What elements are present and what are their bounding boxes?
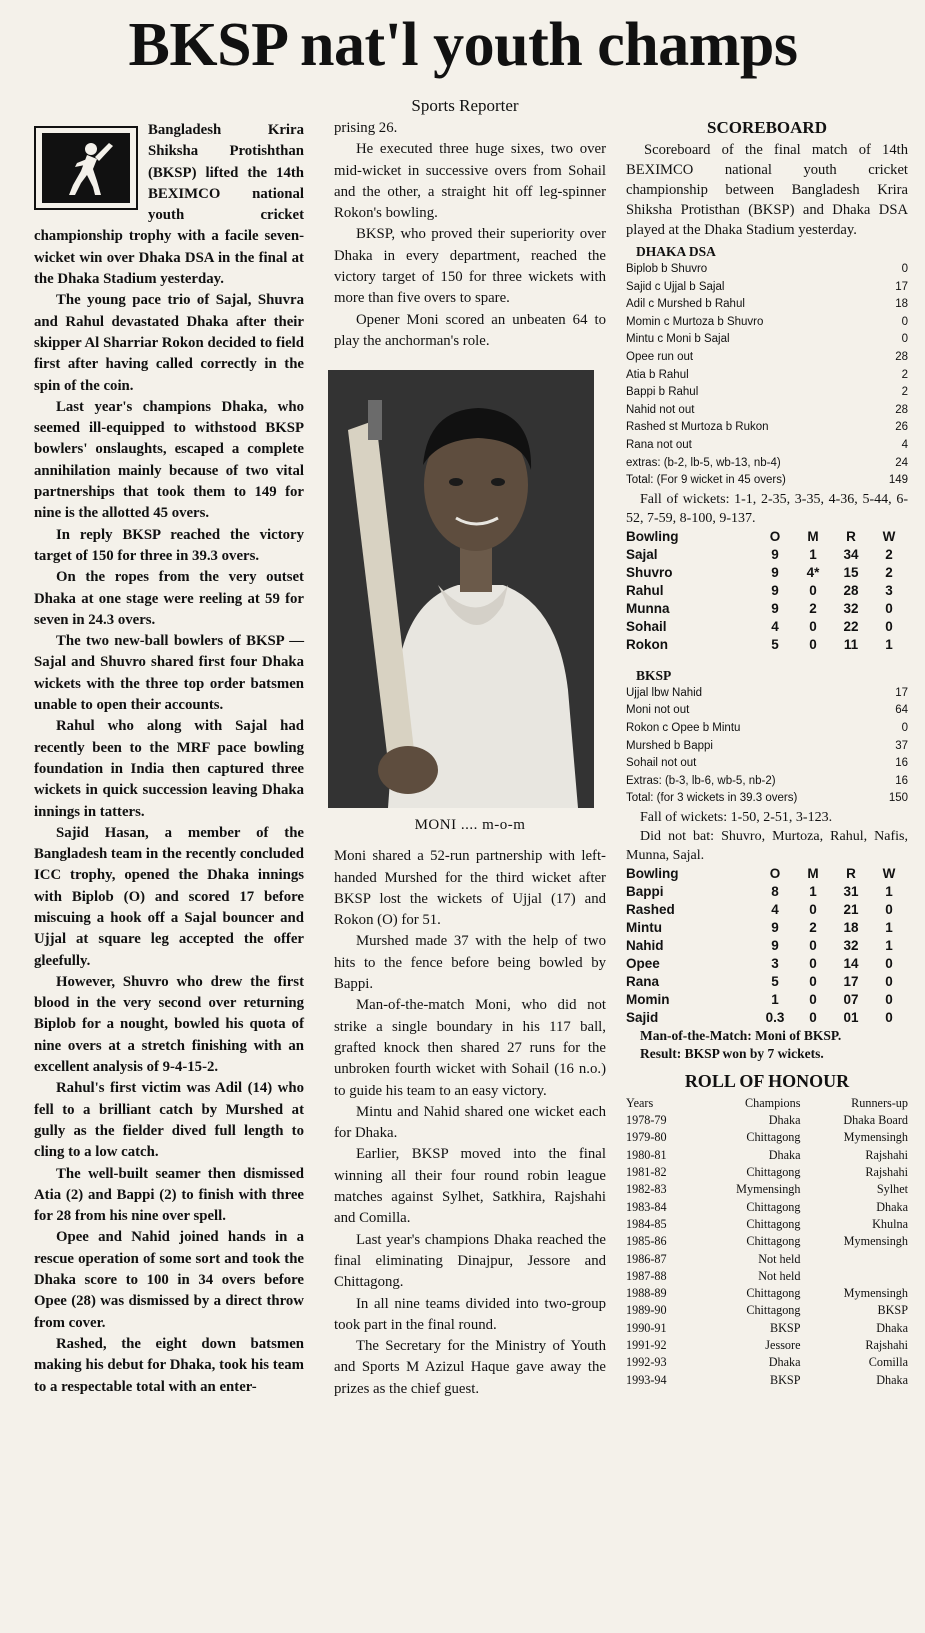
bowling-row — [626, 901, 908, 919]
bowling-figure: 1 — [885, 636, 893, 652]
champion: Chittagong — [746, 1234, 801, 1249]
bowling-figure: 0 — [809, 1009, 817, 1025]
bowling-row — [626, 600, 908, 618]
batsman-entry: Bappi b Rahul — [626, 386, 699, 399]
story-paragraph: Last year's champions Dhaka, who seemed ill-equipped to withstood BKSP bowlers' onslaughts, escaped a complete annihilation mainly because of two vital partnerships that took them to 149 for nine is the allotted 45 overs. — [34, 398, 304, 522]
champion: Jessore — [765, 1338, 801, 1353]
roll-row — [626, 1181, 908, 1198]
bowling-row — [626, 546, 908, 564]
runs: 0 — [901, 721, 908, 734]
roll-of-honour-table — [626, 1095, 908, 1389]
bowling-row — [626, 991, 908, 1009]
champion: Chittagong — [746, 1286, 801, 1301]
batting-row — [626, 437, 908, 455]
season: 1986-87 — [626, 1251, 667, 1266]
champion: Dhaka — [768, 1113, 801, 1128]
story-paragraph: The two new-ball bowlers of BKSP — Sajal and Shuvro shared first four Dhaka wickets with the three top order batsmen unable to open their accounts. — [34, 633, 304, 714]
season: 1984-85 — [626, 1216, 667, 1231]
story-paragraph: On the ropes from the very outset Dhaka at one stage were reeling at 59 for seven in 24.3 overs. — [34, 569, 304, 628]
champion: Champions — [744, 1095, 801, 1110]
bowling-figure: 34 — [843, 546, 859, 562]
story-paragraph: prising 26. — [334, 120, 398, 136]
story-paragraph: Moni shared a 52-run partnership with left-handed Murshed for the third wicket after BKSP lost the wickets of Ujjal (17) and Rokon (O) for 51. — [334, 848, 606, 929]
story-paragraph: Last year's champions Dhaka reached the final eliminating Dinajpur, Jessore and Chittagong. — [334, 1231, 606, 1291]
bowling-figure: 3 — [771, 955, 779, 971]
season: 1983-84 — [626, 1199, 667, 1214]
bowling-figure: 0 — [885, 618, 893, 634]
batting-row — [626, 296, 908, 314]
champion: Chittagong — [746, 1216, 801, 1231]
bowling-figure: 4 — [771, 618, 779, 634]
scoreboard-intro: Scoreboard of the final match of 14th BEXIMCO national youth cricket championship between Bangladesh Krira Shiksha Protisthan (BKSP) and Dhaka DSA played at the Dhaka Stadium yesterday. — [626, 142, 908, 238]
batsman-entry: Moni not out — [626, 704, 690, 717]
runner-up: Rajshahi — [865, 1338, 908, 1353]
scoreboard-column — [626, 118, 908, 1389]
runner-up: Dhaka — [876, 1320, 908, 1335]
bowler-name: Nahid — [626, 937, 664, 953]
dhaka-fall-of-wickets: Fall of wickets: 1-1, 2-35, 3-35, 4-36, 5-44, 6-52, 7-59, 8-100, 9-137. — [626, 491, 908, 526]
bowling-figure: 2 — [885, 564, 893, 580]
bowling-figure: 9 — [771, 937, 779, 953]
runs: 37 — [895, 739, 908, 752]
bowling-figure: 28 — [843, 582, 859, 598]
story-paragraph: Earlier, BKSP moved into the final winning all their four round robin league matches against Sylhet, Satkhira, Rajshahi and Comilla. — [334, 1146, 606, 1227]
bksp-fall-of-wickets: Fall of wickets: 1-50, 2-51, 3-123. — [640, 809, 833, 825]
batsman-entry: Opee run out — [626, 350, 694, 363]
story-paragraph: However, Shuvro who drew the first blood in the very second over returning Biplob for a nought, bowled his quota of nine overs at a stretch finishing with an excellent analysis of 9-4-15-2. — [34, 973, 304, 1076]
man-of-the-match: Man-of-the-Match: Moni of BKSP. — [640, 1027, 842, 1043]
champion: Chittagong — [746, 1199, 801, 1214]
bowling-figure: W — [882, 528, 896, 544]
bowling-figure: 0 — [885, 955, 893, 971]
bowling-figure: 1 — [809, 883, 817, 899]
roll-row — [626, 1337, 908, 1354]
bowling-figure: R — [846, 865, 856, 881]
season: 1979-80 — [626, 1130, 667, 1145]
bksp-bowling-table — [626, 528, 908, 654]
roll-row — [626, 1320, 908, 1337]
headline: BKSP nat'l youth champs — [128, 11, 798, 79]
photo-caption: MONI .... m-o-m — [414, 817, 526, 834]
cricket-batsman-logo-icon — [34, 126, 138, 210]
bowling-figure: 9 — [771, 546, 779, 562]
season: Years — [626, 1095, 654, 1110]
runs: 24 — [895, 456, 908, 469]
story-paragraph: BKSP, who proved their superiority over Dhaka in every department, reached the victory target of 150 for three wickets with more than five overs to spare. — [334, 226, 606, 307]
runs: 17 — [895, 280, 908, 293]
bowling-row — [626, 618, 908, 636]
bowling-figure: 32 — [843, 937, 859, 953]
bowler-name: Momin — [626, 991, 670, 1007]
season: 1991-92 — [626, 1338, 667, 1353]
runner-up: Mymensingh — [843, 1286, 908, 1301]
dhaka-bowling-table — [626, 865, 908, 1027]
champion: Chittagong — [746, 1303, 801, 1318]
batting-row — [626, 685, 908, 703]
season: 1992-93 — [626, 1355, 667, 1370]
runs: 150 — [888, 792, 908, 805]
bowling-figure: 0 — [809, 901, 817, 917]
bowling-figure: 2 — [885, 546, 893, 562]
runs: 28 — [895, 350, 908, 363]
runs: 0 — [901, 263, 908, 275]
roll-row — [626, 1129, 908, 1146]
batting-row — [626, 773, 908, 791]
story-paragraph: In reply BKSP reached the victory target of 150 for three in 39.3 overs. — [34, 526, 304, 564]
bowling-figure: 1 — [771, 991, 779, 1007]
story-column-1 — [34, 120, 304, 1398]
champion: Dhaka — [768, 1147, 801, 1162]
story-column-2 — [334, 118, 606, 1400]
bowling-figure: 0 — [885, 1009, 893, 1025]
bowling-figure: 11 — [843, 636, 859, 652]
bowling-row — [626, 919, 908, 937]
runs: 64 — [895, 704, 908, 717]
story-paragraph: The Secretary for the Ministry of Youth and Sports M Azizul Haque gave away the prizes as the chief guest. — [334, 1338, 606, 1397]
bowler-name: Rokon — [626, 636, 668, 652]
runs: 16 — [895, 757, 908, 770]
story-paragraph: Man-of-the-match Moni, who did not strike a single boundary in his 117 ball, grafted knock then shared 27 runs for the unbroken fourth wicket with Sohail (16 n.o.) to guide his team to an easy victory. — [334, 997, 606, 1099]
runner-up: Khulna — [872, 1216, 908, 1231]
bowling-header-row — [626, 865, 908, 883]
roll-row — [626, 1268, 908, 1285]
story-paragraph: Bangladesh Krira Shiksha Protishthan (BKSP) lifted the 14th BEXIMCO national youth cricket championship trophy with a facile seven-wicket win over Dhaka DSA in the final at the Dhaka Stadium yesterday. — [34, 122, 304, 288]
bowling-figure: 0 — [809, 618, 817, 634]
bowling-figure: 21 — [843, 901, 859, 917]
batting-row — [626, 314, 908, 332]
batsman-entry: extras: (b-2, lb-5, wb-13, nb-4) — [626, 456, 781, 469]
bowling-figure: 18 — [843, 919, 859, 935]
bowling-figure: M — [807, 528, 819, 544]
runs: 0 — [901, 333, 908, 346]
champion: Chittagong — [746, 1130, 801, 1145]
champion: Dhaka — [768, 1355, 801, 1370]
bowling-header-row — [626, 528, 908, 546]
batting-row — [626, 790, 908, 808]
bowling-figure: 01 — [843, 1009, 859, 1025]
bowling-figure: 4 — [771, 901, 779, 917]
bowling-figure: 0 — [809, 582, 817, 598]
bowling-figure: 0 — [809, 955, 817, 971]
champion: Chittagong — [746, 1165, 801, 1180]
runner-up: Runners-up — [851, 1095, 908, 1110]
champion: Not held — [758, 1251, 801, 1266]
roll-of-honour-title: ROLL OF HONOUR — [684, 1070, 850, 1091]
season: 1988-89 — [626, 1286, 667, 1301]
roll-row — [626, 1147, 908, 1164]
bowler-name: Sajid — [626, 1009, 659, 1025]
champion: Not held — [758, 1268, 801, 1283]
bowling-figure: 5 — [771, 973, 779, 989]
story-paragraph: Rahul who along with Sajal had recently been to the MRF pace bowling foundation in India then captured three wickets in quick succession leaving Dhaka innings in tatters. — [34, 718, 304, 820]
batsman-entry: Rashed st Murtoza b Rukon — [626, 421, 769, 434]
batsman-entry: Sohail not out — [626, 757, 697, 770]
batsman-entry: Atia b Rahul — [626, 368, 689, 381]
bowler-name: Opee — [626, 955, 660, 971]
batsman-entry: Total: (For 9 wicket in 45 overs) — [626, 474, 786, 487]
runner-up: Dhaka — [876, 1372, 908, 1387]
bowling-figure: 1 — [885, 883, 893, 899]
bowling-figure: 9 — [771, 919, 779, 935]
season: 1982-83 — [626, 1182, 667, 1197]
bowler-name: Rahul — [626, 582, 664, 598]
bowler-name: Rashed — [626, 901, 675, 917]
bowler-name: Bowling — [626, 528, 679, 544]
batting-row — [626, 455, 908, 473]
bowling-figure: 0 — [885, 973, 893, 989]
batsman-entry: Murshed b Bappi — [626, 739, 713, 752]
roll-row — [626, 1251, 908, 1268]
bowling-figure: 9 — [771, 564, 779, 580]
bowling-figure: 0 — [885, 901, 893, 917]
bowler-name: Mintu — [626, 919, 662, 935]
batsman-entry: Rokon c Opee b Mintu — [626, 721, 741, 734]
runs: 18 — [895, 298, 908, 311]
season: 1980-81 — [626, 1147, 667, 1162]
bksp-batting-table — [626, 685, 908, 808]
champion: BKSP — [770, 1372, 801, 1387]
bowling-figure: 07 — [843, 991, 859, 1007]
roll-row — [626, 1233, 908, 1250]
bowling-figure: 1 — [885, 919, 893, 935]
bowling-row — [626, 1009, 908, 1027]
bowling-figure: 15 — [843, 564, 859, 580]
bowling-row — [626, 636, 908, 654]
story-paragraph: Rashed, the eight down batsmen making his debut for Dhaka, took his team to a respectable total with an enter- — [34, 1335, 304, 1395]
season: 1990-91 — [626, 1320, 667, 1335]
bowling-figure: 0 — [885, 600, 893, 616]
runner-up: Sylhet — [876, 1182, 908, 1197]
batsman-entry: Ujjal lbw Nahid — [626, 686, 703, 699]
scoreboard-title: SCOREBOARD — [707, 118, 827, 137]
season: 1978-79 — [626, 1113, 667, 1128]
bowling-figure: 14 — [843, 955, 859, 971]
story-paragraph: Mintu and Nahid shared one wicket each for Dhaka. — [334, 1103, 606, 1142]
runs: 2 — [901, 368, 908, 381]
bowling-figure: 0 — [809, 973, 817, 989]
batting-row — [626, 261, 908, 279]
bowling-figure: 17 — [843, 973, 859, 989]
runs: 4 — [901, 438, 908, 451]
batsman-entry: Adil c Murshed b Rahul — [626, 298, 745, 311]
batsman-entry: Momin c Murtoza b Shuvro — [626, 315, 764, 328]
dhaka-batting-table — [626, 261, 908, 490]
bowling-figure: 0 — [809, 636, 817, 652]
bowling-figure: O — [769, 865, 781, 881]
story-paragraph: Opener Moni scored an unbeaten 64 to play the anchorman's role. — [334, 311, 606, 349]
bowling-row — [626, 582, 908, 600]
bowling-figure: 1 — [885, 937, 893, 953]
bowling-figure: 9 — [771, 600, 779, 616]
story-paragraph: Sajid Hasan, a member of the Bangladesh team in the recently concluded ICC trophy, opened the Dhaka innings with Biplob (O) and scored 17 before miscuing a hook off a Sajal bouncer and Ujjal at square leg accepted the offer gleefully. — [34, 824, 304, 969]
champion: BKSP — [770, 1320, 801, 1335]
bowling-figure: 22 — [843, 618, 859, 634]
season: 1993-94 — [626, 1372, 667, 1387]
runner-up: Dhaka Board — [843, 1113, 908, 1128]
player-photo — [328, 370, 594, 808]
bowling-row — [626, 883, 908, 901]
runner-up: Rajshahi — [865, 1147, 908, 1162]
bowling-row — [626, 955, 908, 973]
batting-row — [626, 384, 908, 402]
bowling-figure: 2 — [809, 919, 817, 935]
runs: 16 — [895, 774, 908, 787]
runner-up: Dhaka — [876, 1199, 908, 1214]
runner-up — [801, 1268, 909, 1285]
story-paragraph: Murshed made 37 with the help of two hits to the fence before being bowled by Bappi. — [334, 933, 606, 993]
roll-row — [626, 1164, 908, 1181]
bowling-figure: W — [882, 865, 896, 881]
match-result: Result: BKSP won by 7 wickets. — [640, 1045, 824, 1061]
runs: 2 — [901, 386, 908, 399]
roll-row — [626, 1216, 908, 1233]
bowling-figure: O — [769, 528, 781, 544]
bowling-row — [626, 564, 908, 582]
season: 1989-90 — [626, 1303, 667, 1318]
roll-header-row — [626, 1095, 908, 1112]
roll-row — [626, 1372, 908, 1389]
roll-row — [626, 1199, 908, 1216]
batsman-entry: Rana not out — [626, 438, 692, 451]
story-paragraph: Opee and Nahid joined hands in a rescue operation of some sort and took the Dhaka score to 100 in 34 overs before Opee (28) was dismissed by a direct throw from cover. — [34, 1229, 304, 1331]
team-bksp-heading: BKSP — [636, 667, 672, 683]
batting-row — [626, 755, 908, 773]
roll-row — [626, 1285, 908, 1302]
bowler-name: Munna — [626, 600, 670, 616]
bowler-name: Sohail — [626, 618, 667, 634]
runner-up: Rajshahi — [865, 1165, 908, 1180]
batting-row — [626, 472, 908, 490]
batting-row — [626, 367, 908, 385]
bowler-name: Rana — [626, 973, 660, 989]
bowling-figure: M — [807, 865, 819, 881]
bowling-figure: 0.3 — [765, 1009, 785, 1025]
story-paragraph: In all nine teams divided into two-group took part in the final round. — [334, 1295, 606, 1333]
bowling-figure: 4* — [806, 564, 820, 580]
bowling-figure: 0 — [809, 937, 817, 953]
runs: 0 — [901, 315, 908, 328]
roll-row — [626, 1112, 908, 1129]
roll-row — [626, 1354, 908, 1371]
champion: Mymensingh — [736, 1182, 801, 1197]
runs: 26 — [895, 421, 908, 434]
batting-row — [626, 702, 908, 720]
story-paragraph: The young pace trio of Sajal, Shuvra and Rahul devastated Dhaka after their skipper Al Sharriar Rokon decided to field first after having called correctly in the spin of the coin. — [34, 292, 304, 394]
batting-row — [626, 331, 908, 349]
story-paragraph: Rahul's first victim was Adil (14) who fell to a brilliant catch by Murshed at gully as the fielder dived full length to cling to a low catch. — [34, 1080, 304, 1161]
batting-row — [626, 720, 908, 738]
batsman-entry: Extras: (b-3, lb-6, wb-5, nb-2) — [626, 774, 776, 787]
runs: 17 — [895, 686, 908, 699]
bowling-figure: 3 — [885, 582, 893, 598]
runs: 149 — [888, 474, 908, 487]
bowling-figure: 2 — [809, 600, 817, 616]
bowling-figure: 9 — [771, 582, 779, 598]
bowling-figure: 31 — [843, 883, 859, 899]
story-paragraph: He executed three huge sixes, two over mid-wicket in successive overs from Sohail and the other, a straight hit off leg-spinner Rokon's bowling. — [334, 141, 606, 222]
team-dhaka-heading: DHAKA DSA — [636, 244, 716, 259]
batting-row — [626, 402, 908, 420]
bowling-figure: 32 — [843, 600, 859, 616]
bowling-figure: R — [846, 528, 856, 544]
bowling-figure: 8 — [771, 883, 779, 899]
did-not-bat: Did not bat: Shuvro, Murtoza, Rahul, Nafis, Munna, Sajal. — [626, 828, 908, 863]
batting-row — [626, 349, 908, 367]
season: 1987-88 — [626, 1268, 667, 1283]
runner-up: Mymensingh — [843, 1234, 908, 1249]
bowler-name: Sajal — [626, 546, 658, 562]
bowler-name: Bowling — [626, 865, 679, 881]
runner-up: BKSP — [877, 1303, 908, 1318]
bowling-row — [626, 973, 908, 991]
bowling-figure: 0 — [885, 991, 893, 1007]
bowling-figure: 1 — [809, 546, 817, 562]
byline: Sports Reporter — [411, 96, 519, 115]
bowling-figure: 5 — [771, 636, 779, 652]
story-paragraph: The well-built seamer then dismissed Atia (2) and Bappi (2) to finish with three for 28 from his nine over spell. — [34, 1165, 304, 1225]
bowling-row — [626, 937, 908, 955]
batting-row — [626, 738, 908, 756]
runner-up: Comilla — [868, 1355, 908, 1370]
batsman-entry: Nahid not out — [626, 403, 695, 416]
batting-row — [626, 419, 908, 437]
roll-row — [626, 1302, 908, 1319]
batsman-entry: Total: (for 3 wickets in 39.3 overs) — [626, 792, 798, 805]
bowling-figure: 0 — [809, 991, 817, 1007]
bowler-name: Bappi — [626, 883, 664, 899]
batsman-entry: Mintu c Moni b Sajal — [626, 333, 730, 346]
batsman-entry: Biplob b Shuvro — [626, 263, 708, 275]
batting-row — [626, 279, 908, 297]
season: 1981-82 — [626, 1165, 667, 1180]
runner-up: Mymensingh — [843, 1130, 908, 1145]
batsman-entry: Sajid c Ujjal b Sajal — [626, 280, 725, 293]
runs: 28 — [895, 403, 908, 416]
season: 1985-86 — [626, 1234, 667, 1249]
bowler-name: Shuvro — [626, 564, 673, 580]
runner-up — [801, 1251, 909, 1268]
